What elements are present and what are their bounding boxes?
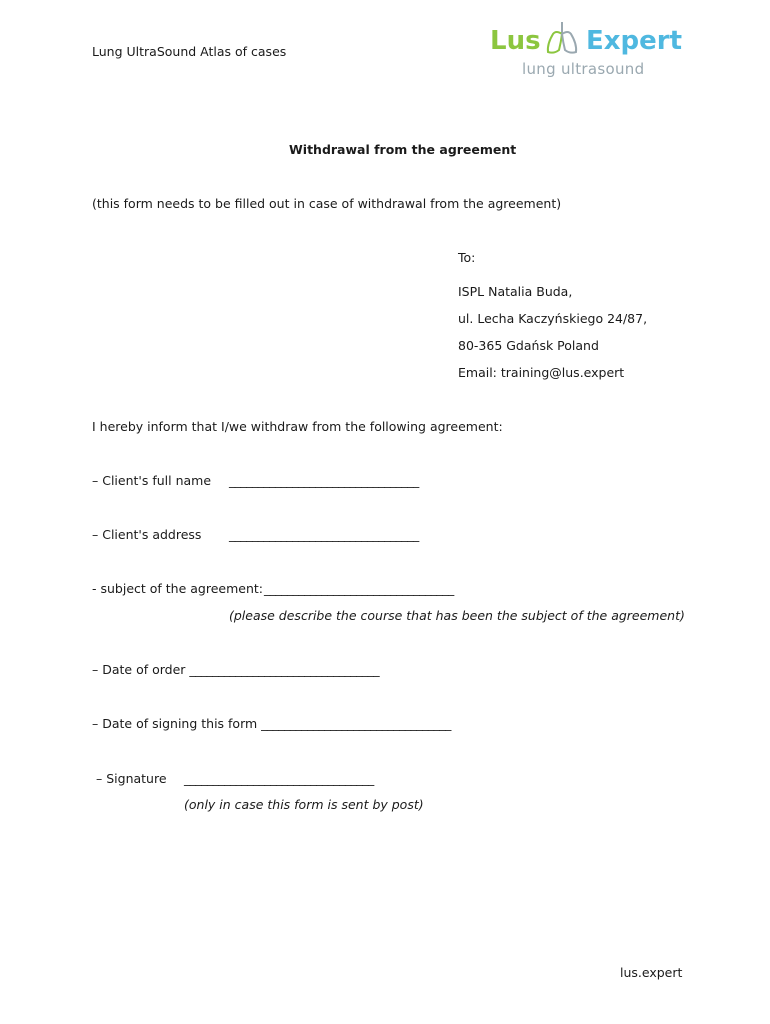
order-date-label: – Date of order xyxy=(92,662,186,677)
client-address-label: – Client's address xyxy=(92,527,202,542)
header-title: Lung UltraSound Atlas of cases xyxy=(92,44,287,59)
signature-label: – Signature xyxy=(96,771,167,786)
lungs-icon xyxy=(542,20,582,56)
signing-date-field[interactable]: _________________________________ xyxy=(261,716,451,731)
client-name-field[interactable]: _________________________________ xyxy=(229,473,419,488)
client-address-field[interactable]: _________________________________ xyxy=(229,527,419,542)
lusexpert-logo xyxy=(488,18,688,80)
signing-date-row xyxy=(92,716,451,731)
recipient-city: 80-365 Gdańsk Poland xyxy=(458,338,599,353)
recipient-to-label: To: xyxy=(458,250,476,265)
document-title: Withdrawal from the agreement xyxy=(289,142,517,157)
withdrawal-statement: I hereby inform that I/we withdraw from the following agreement: xyxy=(92,419,503,434)
signing-date-label: – Date of signing this form xyxy=(92,716,258,731)
subject-label: - subject of the agreement: xyxy=(92,581,264,596)
document-subtitle: (this form needs to be filled out in case of withdrawal from the agreement) xyxy=(92,196,562,211)
subject-note: (please describe the course that has been the subject of the agreement) xyxy=(229,608,685,623)
subject-field[interactable]: _________________________________ xyxy=(264,581,454,596)
signature-field[interactable]: _________________________________ xyxy=(184,771,374,786)
logo-word-expert: Expert xyxy=(586,26,683,56)
client-name-label: – Client's full name xyxy=(92,473,212,488)
logo-tagline: lung ultrasound xyxy=(522,60,645,78)
order-date-field[interactable]: _________________________________ xyxy=(189,662,380,677)
recipient-email: Email: training@lus.expert xyxy=(458,365,625,380)
recipient-street: ul. Lecha Kaczyńskiego 24/87, xyxy=(458,311,648,326)
logo-word-lus: Lus xyxy=(490,26,541,56)
signature-note: (only in case this form is sent by post) xyxy=(184,797,424,812)
order-date-row xyxy=(92,662,379,677)
recipient-name: ISPL Natalia Buda, xyxy=(458,284,573,299)
footer-url: lus.expert xyxy=(620,965,683,980)
